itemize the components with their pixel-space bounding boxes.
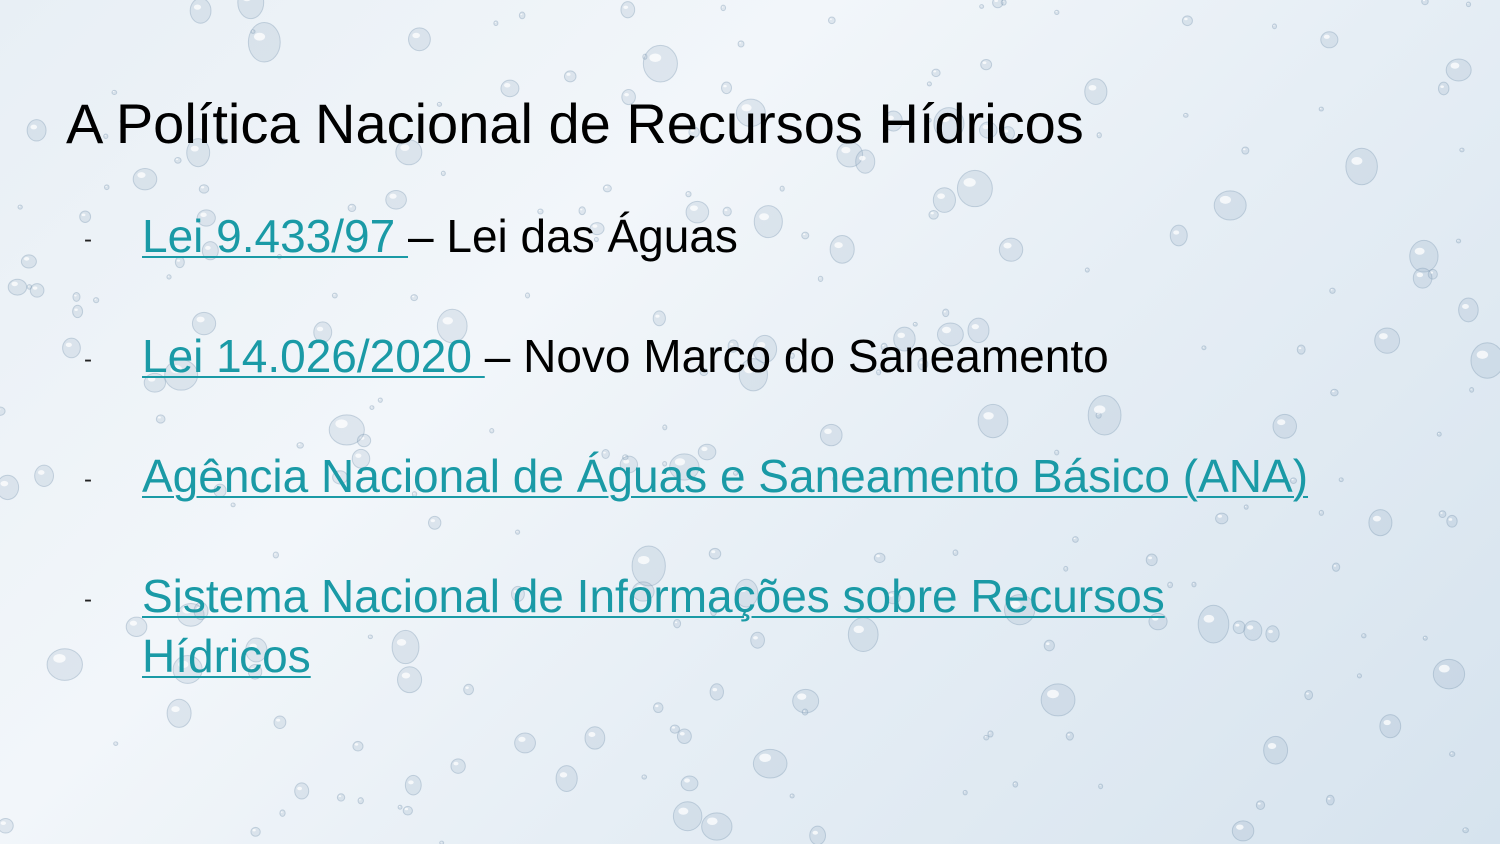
- water-drop: [190, 0, 211, 23]
- water-drop: [933, 188, 955, 213]
- water-drop: [1273, 414, 1297, 438]
- water-drop: [1447, 515, 1457, 527]
- water-drop: [370, 406, 374, 410]
- water-drop: [663, 425, 667, 430]
- water-drop: [1146, 554, 1157, 566]
- water-drop: [199, 185, 209, 193]
- water-drop: [818, 276, 823, 281]
- list-item-snirh: [142, 566, 1165, 686]
- water-drop: [1297, 345, 1305, 354]
- water-drop: [802, 709, 808, 715]
- water-drop: [8, 279, 26, 295]
- water-drop: [1097, 133, 1101, 138]
- water-drop: [403, 806, 412, 815]
- water-drop: [1256, 801, 1264, 810]
- water-drop: [953, 550, 958, 556]
- water-drop: [643, 54, 647, 59]
- ana-link[interactable]: Agência Nacional de Águas e Saneamento Básico (ANA): [142, 450, 1309, 502]
- water-drop: [1319, 510, 1323, 515]
- water-drop: [999, 238, 1022, 261]
- water-drop: [585, 727, 605, 749]
- list-item-ana: [142, 446, 1308, 506]
- water-drop: [1319, 107, 1323, 111]
- water-drop: [643, 45, 677, 82]
- water-drop: [780, 186, 784, 191]
- water-drop: [0, 407, 5, 415]
- water-drop: [1362, 634, 1366, 638]
- water-drop: [18, 205, 22, 209]
- water-drop: [754, 206, 782, 238]
- water-drop: [329, 415, 364, 445]
- water-drop: [251, 30, 255, 34]
- water-drop: [1242, 147, 1249, 154]
- water-drop: [874, 553, 885, 562]
- water-drop: [1466, 2, 1470, 7]
- water-drop: [927, 82, 931, 86]
- water-drop: [248, 23, 280, 62]
- water-drop: [686, 191, 691, 196]
- water-drop: [1410, 240, 1438, 272]
- bullet-marker: -: [84, 346, 92, 373]
- water-drop: [251, 827, 260, 836]
- water-drop: [932, 69, 940, 76]
- water-drop: [1438, 82, 1449, 95]
- water-drop: [1216, 513, 1228, 524]
- water-drop: [978, 404, 1008, 437]
- water-drop: [993, 0, 1003, 8]
- water-drop: [1198, 605, 1229, 643]
- water-drop: [753, 749, 787, 778]
- water-drop: [1460, 148, 1464, 152]
- water-drop: [1085, 268, 1089, 272]
- water-drop: [273, 552, 278, 558]
- water-drop: [1202, 346, 1206, 350]
- lei-9433-description: – Lei das Águas: [408, 210, 738, 262]
- water-drop: [378, 398, 382, 402]
- water-drop: [337, 794, 344, 801]
- water-drop: [810, 826, 826, 844]
- water-drop: [1244, 621, 1262, 641]
- water-drop: [167, 699, 191, 727]
- water-drop: [519, 12, 525, 19]
- water-drop: [1066, 732, 1073, 740]
- water-drop: [1339, 478, 1343, 482]
- water-drop: [441, 171, 445, 175]
- water-drop: [981, 59, 992, 69]
- water-drop: [295, 783, 309, 799]
- water-drop: [47, 649, 82, 681]
- water-drop: [681, 776, 698, 791]
- water-drop: [409, 28, 431, 51]
- water-drop: [1369, 510, 1392, 536]
- water-drop: [830, 235, 854, 263]
- water-drop: [80, 211, 91, 223]
- water-drop: [1422, 0, 1429, 5]
- water-drop: [411, 295, 418, 301]
- water-drop: [1170, 225, 1187, 246]
- water-drop: [94, 298, 99, 303]
- water-drop: [642, 775, 647, 779]
- water-drop: [603, 185, 611, 192]
- water-drop: [515, 733, 536, 753]
- water-drop: [35, 465, 54, 486]
- water-drop: [1182, 16, 1192, 26]
- water-drop: [30, 284, 44, 297]
- water-drop: [1423, 636, 1427, 640]
- water-drop: [73, 293, 80, 302]
- water-drop: [1305, 690, 1313, 699]
- water-drop: [1088, 395, 1121, 434]
- water-drop: [280, 810, 285, 816]
- water-drop: [27, 285, 31, 290]
- water-drop: [929, 210, 938, 219]
- water-drop: [710, 684, 723, 700]
- water-drop: [1321, 32, 1338, 48]
- lei-9433-link[interactable]: Lei 9.433/97: [142, 210, 409, 262]
- water-drop: [1099, 784, 1103, 789]
- lei-14026-link[interactable]: Lei 14.026/2020: [142, 330, 485, 382]
- water-drop: [1450, 752, 1455, 757]
- water-drop: [1375, 328, 1400, 353]
- water-drop: [802, 232, 809, 239]
- water-drop: [1273, 24, 1277, 29]
- water-drop: [1073, 537, 1079, 543]
- water-drop: [405, 775, 421, 795]
- water-drop: [820, 424, 842, 445]
- water-drop: [451, 759, 465, 773]
- water-drop: [175, 158, 181, 164]
- water-drop: [677, 729, 691, 743]
- water-drop: [621, 2, 635, 18]
- water-drop: [1346, 148, 1378, 184]
- water-drop: [494, 21, 498, 26]
- water-drop: [1439, 511, 1446, 518]
- water-drop: [1470, 388, 1474, 393]
- bullet-marker: -: [84, 466, 92, 493]
- water-drop: [1184, 113, 1189, 117]
- water-drop: [980, 5, 984, 9]
- bullet-marker: -: [84, 586, 92, 613]
- water-drop: [358, 798, 363, 804]
- water-drop: [1463, 828, 1469, 833]
- water-drop: [73, 305, 83, 317]
- lei-14026-description: – Novo Marco do Saneamento: [484, 330, 1109, 382]
- water-drop: [957, 170, 992, 206]
- water-drop: [670, 725, 679, 733]
- water-drop: [1013, 782, 1018, 788]
- water-drop: [525, 293, 529, 298]
- water-drop: [1446, 59, 1471, 81]
- water-drop: [63, 338, 81, 358]
- water-drop: [1331, 389, 1338, 396]
- water-drop: [0, 819, 13, 834]
- water-drop: [167, 275, 171, 279]
- water-drop: [721, 5, 726, 10]
- bullet-marker: -: [84, 226, 92, 253]
- water-drop: [428, 516, 440, 529]
- water-drop: [984, 735, 989, 740]
- water-drop: [963, 790, 967, 795]
- water-drop: [1041, 684, 1075, 716]
- water-drop: [790, 794, 794, 798]
- water-drop: [105, 185, 110, 190]
- water-drop: [943, 309, 949, 317]
- water-drop: [274, 716, 286, 729]
- snirh-link-line1[interactable]: Sistema Nacional de Informações sobre Recursos: [142, 570, 1165, 622]
- water-drop: [1437, 432, 1441, 436]
- water-drop: [1192, 582, 1196, 587]
- water-drop: [1232, 821, 1254, 841]
- water-drop: [673, 802, 702, 831]
- water-drop: [1330, 288, 1335, 293]
- water-drop: [27, 120, 46, 141]
- list-item-lei-14026: [142, 326, 1109, 386]
- water-drop: [156, 415, 165, 423]
- slide-title: A Política Nacional de Recursos Hídricos: [66, 92, 1084, 155]
- water-drop: [709, 548, 721, 559]
- water-drop: [564, 71, 576, 82]
- water-drop: [1085, 79, 1107, 105]
- water-drop: [1456, 239, 1460, 243]
- water-drop: [516, 530, 520, 534]
- water-drop: [653, 311, 665, 326]
- water-drop: [21, 255, 36, 268]
- water-drop: [1326, 795, 1334, 805]
- water-drop: [1233, 621, 1245, 634]
- water-drop: [332, 293, 337, 298]
- water-drop: [1332, 563, 1339, 571]
- water-drop: [398, 805, 402, 809]
- water-drop: [653, 703, 663, 713]
- water-drop: [114, 742, 118, 746]
- water-drop: [1055, 10, 1059, 14]
- water-drop: [1471, 343, 1500, 378]
- water-drop: [1357, 674, 1361, 678]
- water-drop: [702, 813, 732, 840]
- water-drop: [1413, 268, 1432, 288]
- snirh-link-line2[interactable]: Hídricos: [142, 630, 311, 682]
- water-drop: [1459, 298, 1479, 322]
- water-drop: [490, 428, 494, 432]
- water-drop: [1168, 582, 1173, 588]
- water-drop: [1433, 659, 1464, 688]
- water-drop: [238, 0, 264, 19]
- water-drop: [0, 475, 19, 499]
- water-drop: [828, 17, 835, 24]
- water-drop: [738, 41, 744, 47]
- list-item-lei-9433: [142, 206, 738, 266]
- water-drop: [1264, 736, 1288, 764]
- water-drop: [133, 169, 157, 190]
- water-drop: [353, 741, 363, 751]
- water-drop: [1266, 626, 1279, 642]
- water-drop: [1380, 715, 1401, 738]
- water-drop: [1214, 191, 1246, 220]
- water-drop: [556, 766, 577, 792]
